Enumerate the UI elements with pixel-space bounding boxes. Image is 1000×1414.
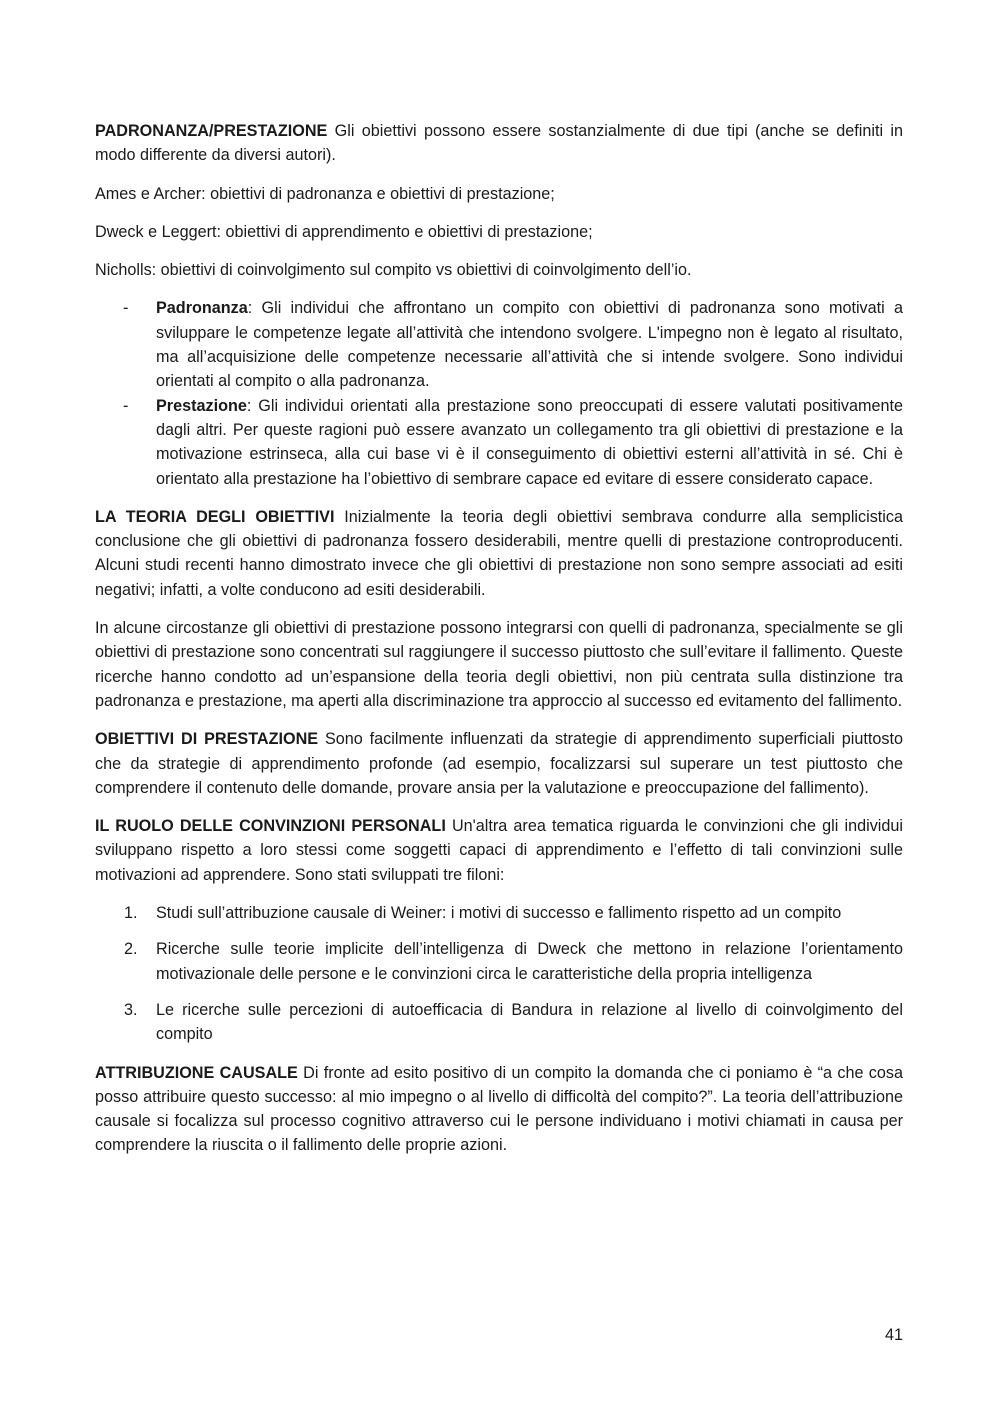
- document-page: [95, 119, 903, 1172]
- number-marker: 1.: [124, 904, 138, 923]
- list-item-text: : Gli individui orientati alla prestazione sono preoccupati di essere valutati positivamente dagli altri. Per queste ragioni può essere avanzato un collegamento tra gli obiettivi di prestazione e la motivazione estrinseca, alla cui base vi è il conseguimento di obiettivi esterni all’attività in sé. Chi è orientato alla prestazione ha l’obiettivo di sembrare capace ed evitare di essere considerato capace.: [156, 396, 903, 488]
- author-line: Dweck e Leggert: obiettivi di apprendimento e obiettivi di prestazione;: [95, 222, 593, 241]
- list-item: [95, 296, 903, 393]
- list-item: [95, 394, 903, 491]
- paragraph-obiettivi-prestazione: [95, 727, 903, 800]
- paragraph-padronanza-prestazione: [95, 119, 903, 168]
- list-item-text: Ricerche sulle teorie implicite dell’intelligenza di Dweck che mettono in relazione l’orientamento motivazionale delle persone e le convinzioni circa le caratteristiche della propria intelligenza: [156, 940, 903, 983]
- list-item: [95, 901, 903, 925]
- section-heading: OBIETTIVI DI PRESTAZIONE: [95, 730, 319, 749]
- paragraph-text: Un'altra area tematica riguarda le convinzioni che gli individui sviluppano rispetto a loro stessi come soggetti capaci di apprendimento e l’effetto di tali convinzioni sulle motivazioni ad apprendere. Sono stati sviluppati tre filoni:: [95, 817, 904, 884]
- paragraph-teoria-obiettivi: [95, 505, 903, 602]
- paragraph-text: Inizialmente la teoria degli obiettivi sembrava condurre alla semplicistica conclusione che gli obiettivi di padronanza fossero desiderabili, mentre quelli di prestazione controproducenti. Alcuni studi recenti hanno dimostrato invece che gli obiettivi di prestazione non sono sempre associati ad esiti negativi; infatti, a volte conducono ad esiti desiderabili.: [95, 507, 903, 599]
- list-item: [95, 998, 903, 1047]
- author-line: Ames e Archer: obiettivi di padronanza e obiettivi di prestazione;: [95, 184, 555, 203]
- list-item-text: Studi sull’attribuzione causale di Weiner: i motivi di successo e fallimento rispetto ad un compito: [156, 904, 842, 923]
- page-number: 41: [884, 1326, 903, 1344]
- list-item: [95, 937, 903, 986]
- dash-marker: -: [123, 299, 129, 318]
- section-heading: LA TEORIA DEGLI OBIETTIVI: [95, 507, 335, 526]
- paragraph-attribuzione-causale: [95, 1061, 903, 1158]
- numbered-list: [95, 901, 903, 1046]
- list-item-text: Le ricerche sulle percezioni di autoefficacia di Bandura in relazione al livello di coinvolgimento del compito: [156, 1000, 903, 1044]
- paragraph-text: Sono facilmente influenzati da strategie di apprendimento superficiali piuttosto che da strategie di apprendimento profonde (ad esempio, focalizzarsi sul superare un test piuttosto che comprendere il contenuto delle domande, provare ansia per la valutazione e preoccupazione del fallimento).: [95, 730, 903, 797]
- dash-marker: -: [123, 396, 129, 415]
- section-heading: ATTRIBUZIONE CAUSALE: [95, 1063, 298, 1082]
- paragraph-convinzioni-personali: [95, 814, 903, 887]
- paragraph-text: In alcune circostanze gli obiettivi di prestazione possono integrarsi con quelli di padronanza, specialmente se gli obiettivi di prestazione sono concentrati sul raggiungere il successo piuttosto che sull’evitare il fallimento. Queste ricerche hanno condotto ad un’espansione della teoria degli obiettivi, non più centrata sulla distinzione tra padronanza e prestazione, ma aperti alla discriminazione tra approccio al successo ed evitamento del fallimento.: [95, 619, 903, 710]
- dash-list: [95, 296, 903, 490]
- number-marker: 3.: [124, 1000, 138, 1019]
- list-item-heading: Prestazione: [156, 396, 247, 415]
- section-heading: PADRONANZA/PRESTAZIONE: [95, 122, 328, 140]
- list-item-heading: Padronanza: [156, 299, 248, 318]
- list-item-text: : Gli individui che affrontano un compito con obiettivi di padronanza sono motivati a sviluppare le competenze legate all’attività che intendono svolgere. L'impegno non è legato al risultato, ma all’acquisizione delle competenze necessarie all’attività che si intende svolgere. Sono individui orientati al compito o alla padronanza.: [156, 299, 903, 391]
- paragraph-text: Gli obiettivi possono essere sostanzialmente di due tipi (anche se definiti in modo differente da diversi autori).: [95, 122, 903, 165]
- section-heading: IL RUOLO DELLE CONVINZIONI PERSONALI: [95, 817, 446, 836]
- author-line: Nicholls: obiettivi di coinvolgimento sul compito vs obiettivi di coinvolgimento dell’io.: [95, 261, 692, 280]
- number-marker: 2.: [124, 940, 138, 959]
- paragraph-text: Di fronte ad esito positivo di un compito la domanda che ci poniamo è “a che cosa posso attribuire questo successo: al mio impegno o al livello di difficoltà del compito?”. La teoria dell’attribuzione causale si focalizza sul processo cognitivo attraverso cui le persone individuano i motivi chiamati in causa per comprendere la riuscita o il fallimento delle proprie azioni.: [95, 1063, 903, 1155]
